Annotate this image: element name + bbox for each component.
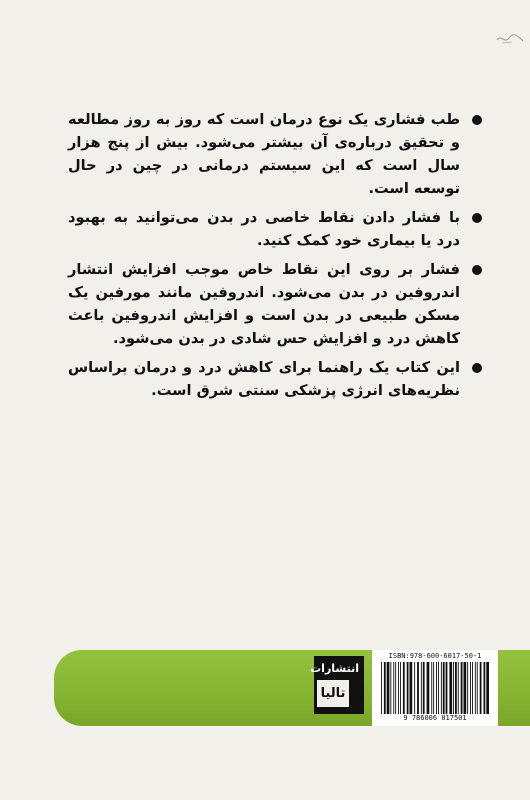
description-bullet-3 [68, 258, 482, 350]
barcode-digits: 9 786006 017501 [403, 714, 467, 722]
description-text: فشار بر روی این نقاط خاص موجب افزایش انتشار اندروفین در بدن می‌شود. اندروفین مانند مورفین یک مسکن طبیعی در بدن است و افزایش اندروفین باعث کاهش درد و افزایش حس شادی در بدن می‌شود. [68, 261, 460, 347]
description-text: با فشار دادن نقاط خاصی در بدن می‌توانید به بهبود درد یا بیماری خود کمک کنید. [68, 209, 460, 249]
bullet-dot-icon [472, 363, 482, 373]
description-bullet-4 [68, 356, 482, 402]
description-bullet-1 [68, 108, 482, 200]
bullet-dot-icon [472, 213, 482, 223]
description-text: طب فشاری یک نوع درمان است که روز به روز مطالعه و تحقیق درباره‌ی آن بیشتر می‌شود. بیش از پنج هزار سال است که این سیستم درمانی در چین در حال توسعه است. [68, 111, 460, 197]
description-bullet-2 [68, 206, 482, 252]
publisher-logo [310, 656, 364, 714]
description-list [68, 108, 482, 408]
bullet-dot-icon [472, 265, 482, 275]
publisher-name: تالیا [317, 680, 349, 707]
publisher-label: انتشارات [310, 662, 359, 675]
logo-notch [349, 680, 358, 714]
pencil-mark-icon [496, 32, 524, 46]
isbn-text: ISBN:978-600-6017-50-1 [388, 652, 482, 660]
barcode [372, 650, 498, 726]
bullet-dot-icon [472, 115, 482, 125]
barcode-bars-icon [380, 662, 490, 714]
description-text: این کتاب یک راهنما برای کاهش درد و درمان براساس نظریه‌های انرژی پزشکی سنتی شرق است. [68, 359, 460, 399]
